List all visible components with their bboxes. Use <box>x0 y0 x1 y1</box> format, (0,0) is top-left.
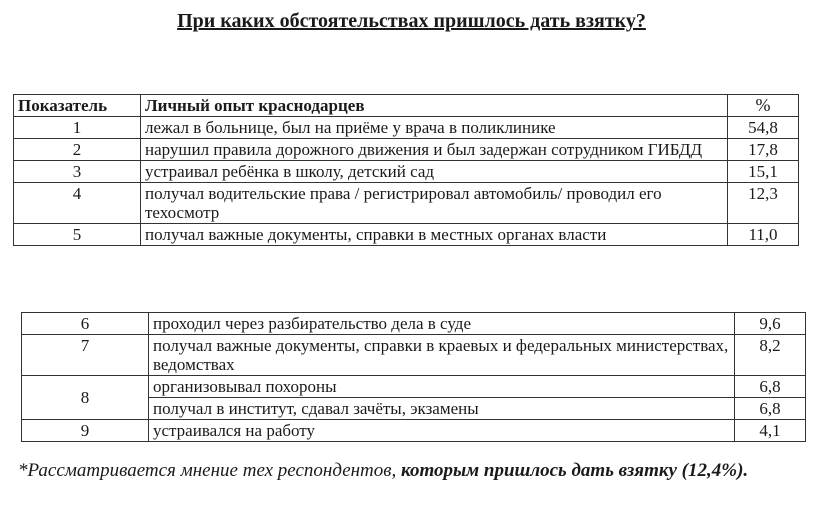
row-index: 4 <box>14 183 141 224</box>
page-title: При каких обстоятельствах пришлось дать взятку? <box>177 10 646 32</box>
header-percent: % <box>728 95 799 117</box>
table-row <box>22 376 806 398</box>
row-index: 9 <box>22 420 149 442</box>
row-percent: 9,6 <box>735 313 806 335</box>
table-row <box>14 183 799 224</box>
footnote-text: *Рассматривается мнение тех респондентов, <box>18 460 397 481</box>
row-index: 1 <box>14 117 141 139</box>
table-row <box>14 224 799 246</box>
bribe-table-part-1 <box>13 94 799 246</box>
row-text: устраивался на работу <box>149 420 735 442</box>
bribe-table-part-2 <box>21 312 806 442</box>
row-text: организовывал похороны <box>149 376 735 398</box>
row-percent: 6,8 <box>735 398 806 420</box>
table-row <box>14 117 799 139</box>
row-text: получал важные документы, справки в местных органах власти <box>141 224 728 246</box>
row-text: проходил через разбирательство дела в суде <box>149 313 735 335</box>
row-index: 5 <box>14 224 141 246</box>
footnote-emphasis: которым пришлось дать взятку (12,4%). <box>401 460 749 481</box>
header-experience: Личный опыт краснодарцев <box>141 95 728 117</box>
header-index: Показатель <box>14 95 141 117</box>
row-percent: 17,8 <box>728 139 799 161</box>
row-text: получал водительские права / регистрировал автомобиль/ проводил его техосмотр <box>141 183 728 224</box>
row-index: 2 <box>14 139 141 161</box>
row-index: 8 <box>22 376 149 420</box>
table-row <box>14 161 799 183</box>
table-row <box>22 313 806 335</box>
row-percent: 54,8 <box>728 117 799 139</box>
row-index: 6 <box>22 313 149 335</box>
table-row <box>14 139 799 161</box>
row-percent: 15,1 <box>728 161 799 183</box>
row-text: получал важные документы, справки в краевых и федеральных министерствах, ведомствах <box>149 335 735 376</box>
row-percent: 6,8 <box>735 376 806 398</box>
row-percent: 11,0 <box>728 224 799 246</box>
footnote <box>18 458 818 484</box>
row-text: получал в институт, сдавал зачёты, экзамены <box>149 398 735 420</box>
table-header-row <box>14 95 799 117</box>
row-index: 3 <box>14 161 141 183</box>
row-percent: 12,3 <box>728 183 799 224</box>
row-text: нарушил правила дорожного движения и был задержан сотрудником ГИБДД <box>141 139 728 161</box>
table-row <box>22 420 806 442</box>
row-text: устраивал ребёнка в школу, детский сад <box>141 161 728 183</box>
row-percent: 8,2 <box>735 335 806 376</box>
table-row <box>22 335 806 376</box>
row-text: лежал в больнице, был на приёме у врача в поликлинике <box>141 117 728 139</box>
row-index: 7 <box>22 335 149 376</box>
row-percent: 4,1 <box>735 420 806 442</box>
